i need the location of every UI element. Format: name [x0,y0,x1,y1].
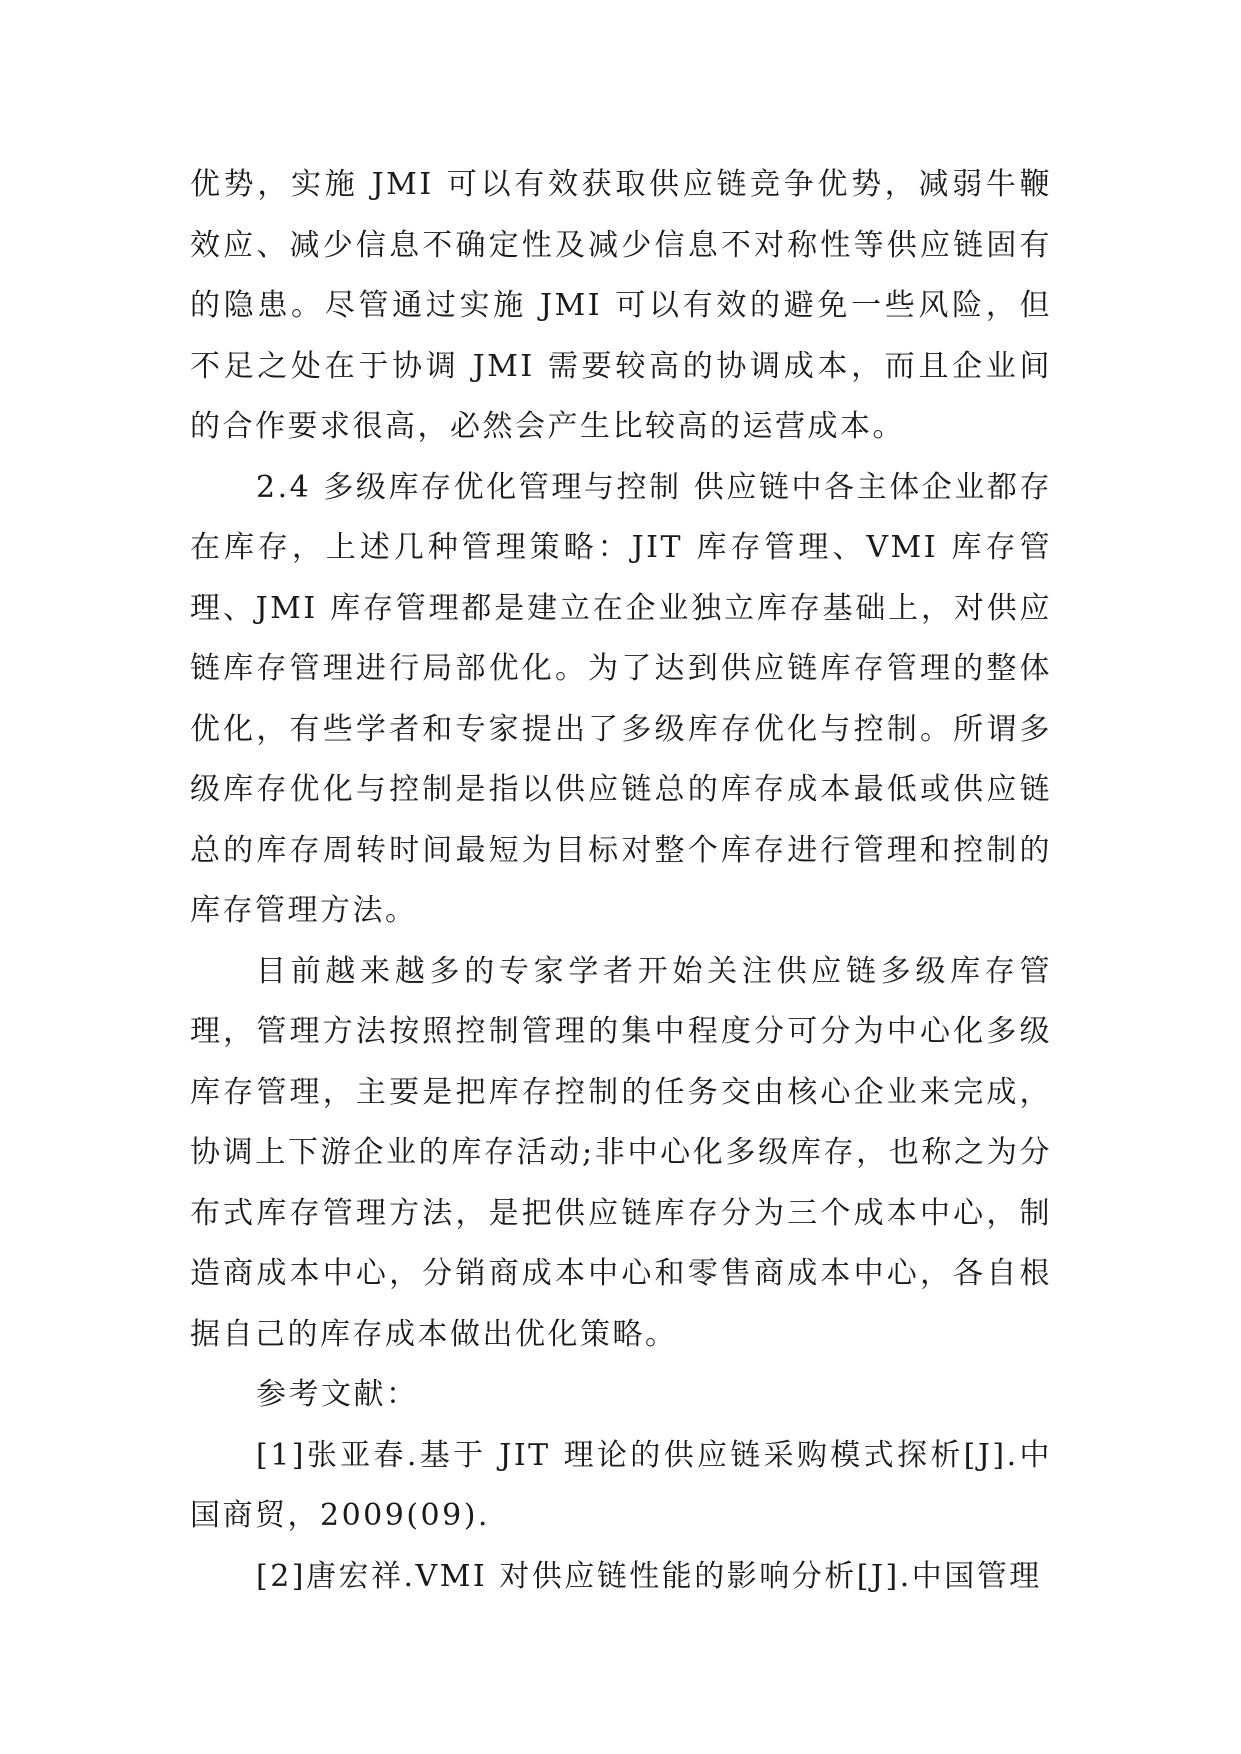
body-text [190,155,1052,1607]
paragraph-jmi-conclusion: 优势，实施 JMI 可以有效获取供应链竞争优势，减弱牛鞭效应、减少信息不确定性及减少信息不对称性等供应链固有的隐患。尽管通过实施 JMI 可以有效的避免一些风险，但不足之处在于协调 JMI 需要较高的协调成本，而且企业间的合作要求很高，必然会产生比较高的运营成本。 [190,167,1052,444]
reference-item-1: [1]张亚春.基于 JIT 理论的供应链采购模式探析[J].中国商贸，2009(09). [190,1437,1052,1533]
paragraph-section-2-4: 2.4 多级库存优化管理与控制 供应链中各主体企业都存在库存，上述几种管理策略：JIT 库存管理、VMI 库存管理、JMI 库存管理都是建立在企业独立库存基础上，对供应链库存管理进行局部优化。为了达到供应链库存管理的整体优化，有些学者和专家提出了多级库存优化与控制。所谓多级库存优化与控制是指以供应链总的库存成本最低或供应链总的库存周转时间最短为目标对整个库存进行管理和控制的库存管理方法。 [190,469,1052,928]
paragraph-multilevel-inventory: 目前越来越多的专家学者开始关注供应链多级库存管理，管理方法按照控制管理的集中程度分可分为中心化多级库存管理，主要是把库存控制的任务交由核心企业来完成，协调上下游企业的库存活动;非中心化多级库存，也称之为分布式库存管理方法，是把供应链库存分为三个成本中心，制造商成本中心，分销商成本中心和零售商成本中心，各自根据自己的库存成本做出优化策略。 [190,953,1052,1352]
references-heading: 参考文献： [256,1377,419,1412]
reference-item-2: [2]唐宏祥.VMI 对供应链性能的影响分析[J].中国管理 [256,1558,1042,1594]
